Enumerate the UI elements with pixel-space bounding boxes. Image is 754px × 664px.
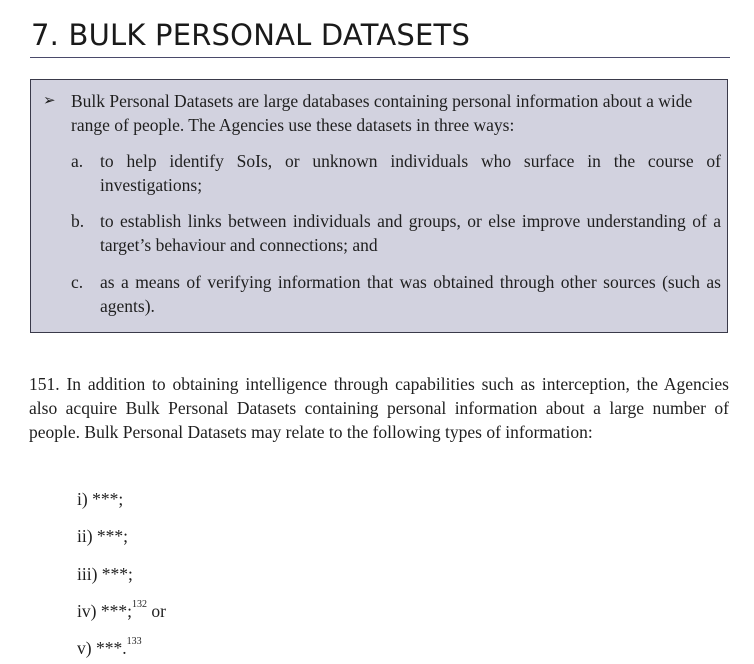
info-type-suffix: or [146,601,166,621]
summary-intro: Bulk Personal Datasets are large databases containing personal information about a wide range of people. The Agencies use these datasets in three ways: [71,91,693,135]
summary-item-c [71,270,721,318]
arrow-bullet-icon: ➢ [43,91,56,109]
footnote-ref: 133 [126,636,142,647]
summary-box [30,79,728,333]
info-type-label: v) ***. [77,638,127,658]
summary-item-text: to help identify SoIs, or unknown individuals who surface in the course of investigations; [100,151,721,195]
summary-item-text: to establish links between individuals and groups, or else improve understanding of a target’s behaviour and connections; and [100,211,721,255]
info-type-item [77,526,128,547]
info-type-item [77,601,166,622]
summary-item-letter: a. [71,151,84,171]
info-type-item [77,564,133,585]
summary-item-text: as a means of verifying information that was obtained through other sources (such as agents). [100,272,721,316]
info-type-label: ii) ***; [77,526,129,546]
info-type-item [77,489,123,510]
title-divider [30,57,730,58]
footnote-ref: 132 [131,599,147,610]
info-type-item [77,638,142,659]
summary-item-letter: b. [71,211,85,231]
info-type-label: iii) ***; [77,564,133,584]
summary-item-letter: c. [71,272,84,292]
info-type-label: iv) ***; [77,601,132,621]
info-type-label: i) ***; [77,489,124,509]
summary-item-b [71,209,721,257]
summary-item-a [71,149,721,197]
section-title: 7. BULK PERSONAL DATASETS [31,18,471,52]
paragraph-151: 151. In addition to obtaining intelligence through capabilities such as interception, the Agencies also acquire Bulk Personal Datasets containing personal information about a large number of people. Bulk Personal Datasets may relate to the following types of information: [29,374,729,442]
